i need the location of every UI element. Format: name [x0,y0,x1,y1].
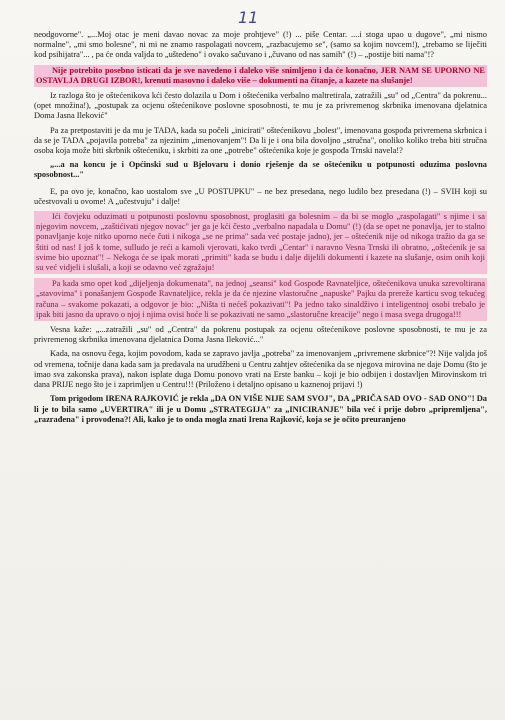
paragraph-7-highlighted: Ići čovjeku oduzimati u potpunosti poslovnu sposobnost, proglasiti ga bolesnim – da bi se moglo „raspolagati" s njime i sa njegovim novcem, „zaštićivati njegov novac" jer ga je kći često „verbalno napadala u Domu" (!) (da se opet ne ponavlja, jer to stalno ponavljanje koje nitko uporno neće čuti i nikoga „se ne prima" sada već postaje jadno), jer – oštećenik nije od nikoga tražio da ga se štiti od nas! I još k tome, sulludo je reći a kamoli vjerovati, kako tvrdi „Centar" i naravno Vesna Trnski ili obratno, „oštećenik je sa svime bio upoznat"! – Nekoga će se ipak morati „primiti" kada se budu i dalje dijelili dokumenti i kazete na slušanje, osim onih koji su već vidjeli i slušali, a koji se odavno već zgražaju! [34,211,487,274]
paragraph-3: Iz razloga što je oštećenikova kći često dolazila u Dom i oštećenika verbalno maltretirala, zatražili „su" od „Centra" da pokrenu... (opet množina!), „postupak za ocjenu oštećenikove poslovne sposobnosti, te mu je za privremenog skrbnika imenovana djelatnica Doma Jasna Ileković" [34,91,487,121]
paragraph-11: Tom prigodom IRENA RAJKOVIĆ je rekla „DA ON VIŠE NIJE SAM SVOJ", DA „PRIČA SAD OVO - SAD ONO"! Da li je to bila samo „UVERTIRA" ili je u Domu „STRATEGIJA" za „INICIRANJE" bila već i prije dobro „pripremljena", „razrađena" i provođena?! Ali, kako je to onda mogla znati Irena Rajković, koja se je očito preuranjeno [34,394,487,424]
paragraph-10: Kada, na osnovu čega, kojim povodom, kada se zapravo javlja „potreba" za imenovanjem „privremene skrbnice"?! Nije valjda još od vremena, točnije dana kada sam ja predavala na urudžbeni u Centru zahtjev oštećenika da se njegova mirovina ne daje Domu (što je imao sva zakonska prava), nakon isplate duga Domu ponovo vrati na Erste banku – koji je bio odbijen i dostavljen Mirovinskom tri dana PRIJE nego što je i zaprimljen u Centru!!! (Priloženo i detaljno opisano u kaznenoj prijavi !) [34,349,487,390]
paragraph-1: neodgovorne". „...Moj otac je meni davao novac za moje prohtjeve" (!) ... piše Centar. ....i stoga upao u dugove", „mi nismo normalne", „mi smo bolesne", ni mi ne znamo raspolagati novcem, „razbacujemo se", (samo sa kojim novcem!), „trebamo se liječiti kod psihijatra"... , pa će onda valjda to „uštedeno" i ovako sačuvano i „čuvano od nas samih" (!) – „postije biti nama"!? [34,30,487,60]
paragraph-8-highlighted: Pa kada smo opet kod „dijeljenja dokumenata", na jednoj „seansi" kod Gospođe Ravnateljice, oštećenikova unuka szrevoltirana „stavovima" i ponašanjem Gospođe Ravnateljice, rekla je da će njezine vlastoručne „napuske" Pajku da prereže karticu svog tekućeg računa – svakome pokazati, a odgovor je bio: „Ništa ti nećeš pokazivati"! Pa jedno tako sinaldživo i inteligentnoj osobi trebalo je ipak biti jasno da upravo o njoj i njima ovisi hoće li se pokazivati ne samo „slastoručne kreacije" nego i masa svega drugoga!!! [34,278,487,321]
paragraph-6: E, pa ovo je, konačno, kao uostalom sve „U POSTUPKU" – ne bez presedana, nego ludilo bez presedana (!) – SVIH koji su učestvovali u ovome! A „učestvuju" i dalje! [34,186,487,206]
page-number: 11 [238,8,259,27]
paragraph-9: Vesna kaže: „...zatražili „su" od „Centra" da pokrenu postupak za ocjenu oštećenikove poslovne sposobnosti, te mu je za privremenog skrbnika imenovana djelatnica Doma Jasna Ileković..." [34,325,487,345]
paragraph-2-highlighted: Nije potrebito posebno isticati da je sve navedeno i daleko više snimljeno i da će konačno, JER NAM SE UPORNO NE OSTAVLJA DRUGI IZBOR!, krenuti masovno i daleko više – dokumenti na čitanje, a kazete na slušanje! [34,65,487,87]
paragraph-4: Pa za pretpostaviti je da mu je TADA, kada su počeli „inicirati" oštećenikovu „bolest", imenovana gospođa privremena skrbnica i da se je TADA „pojavila potreba" za njezinim „imenovanjem"! Da li je i ona bila dovoljno „stručna", onoliko koliko treba biti stručna osoba koja može biti skrbnik oštećeniku, i skrbiti za one „potrebe" oštećenika koje je gospođa Trnski navela!? [34,125,487,156]
paragraph-5: „...a na koncu je i Općinski sud u Bjelovaru i donio rješenje da se oštećeniku u potpunosti oduzima poslovna sposobnost..." [34,160,487,180]
